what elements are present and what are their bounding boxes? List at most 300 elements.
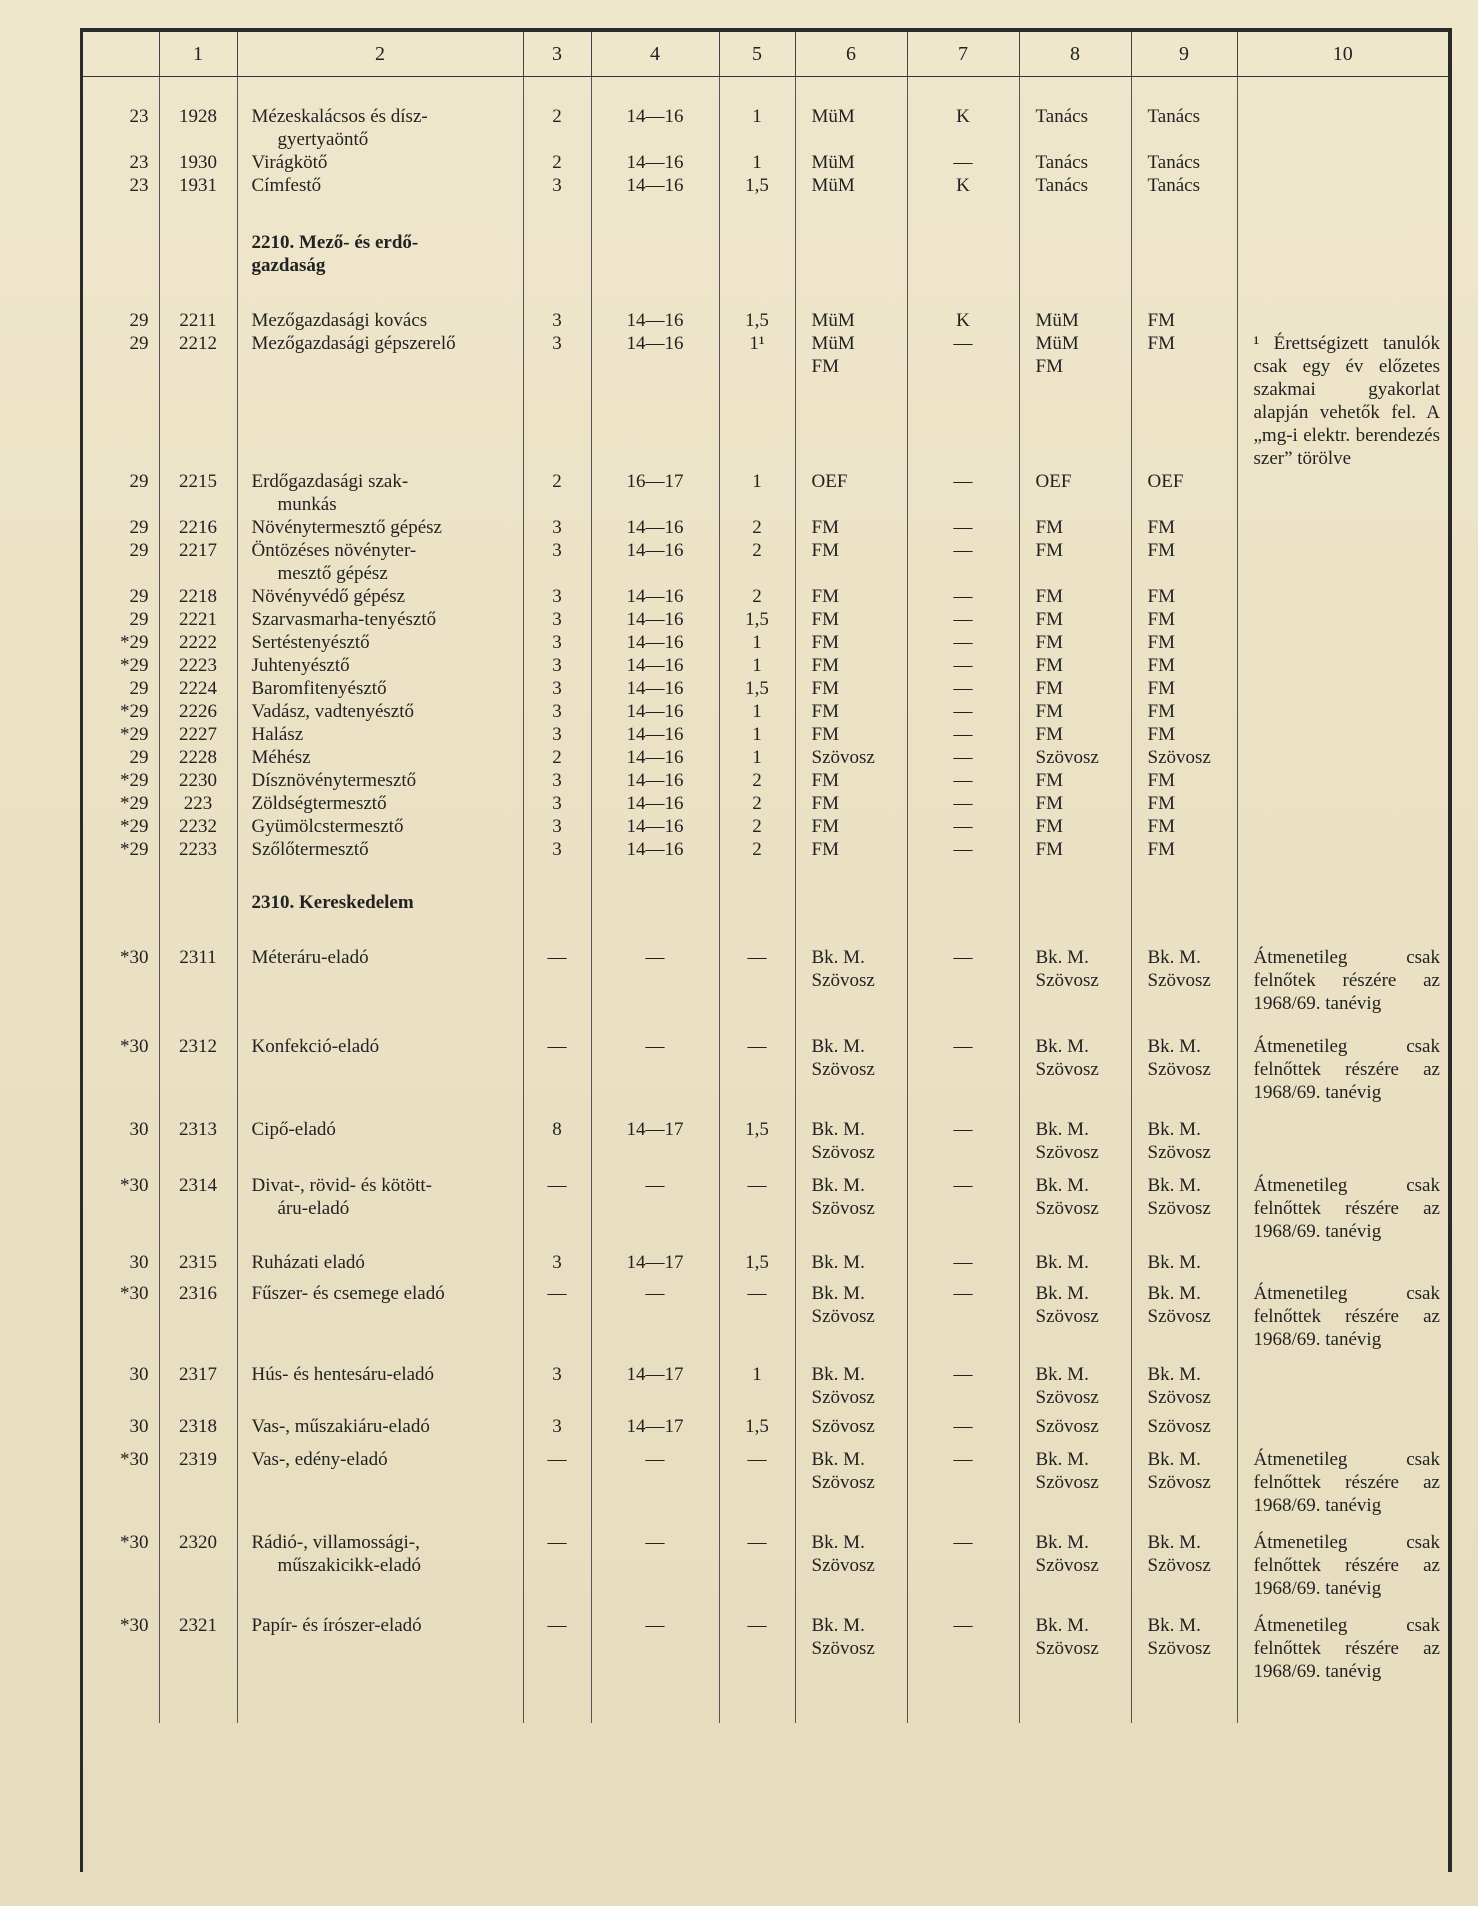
cell-col9 bbox=[1131, 608, 1237, 631]
cell-code: 2311 bbox=[159, 928, 237, 1015]
cell-col5: 1,5 bbox=[719, 1104, 795, 1164]
cell-note: Átmenetileg csak felnőttek részére az 1968/69. tanévig bbox=[1237, 1517, 1448, 1600]
table-body bbox=[83, 77, 1448, 1724]
cell-col9-line: Szövosz bbox=[1147, 1555, 1211, 1576]
cell-col8-line: FM bbox=[1035, 609, 1063, 630]
name-line: Vadász, vadtenyésztő bbox=[251, 701, 414, 722]
cell-name bbox=[237, 151, 523, 174]
cell-col8-line: Bk. M. bbox=[1035, 1364, 1089, 1385]
name-line-cont: mesztő gépész bbox=[277, 563, 388, 584]
cell-ministry bbox=[795, 470, 907, 516]
cell-name bbox=[237, 174, 523, 197]
table-row bbox=[83, 815, 1448, 838]
cell-col5: 1,5 bbox=[719, 1243, 795, 1274]
cell-col9 bbox=[1131, 174, 1237, 197]
header-cell: 10 bbox=[1237, 32, 1448, 77]
section-title-line: 2310. Kereskedelem bbox=[251, 892, 414, 913]
name-line: Szarvasmarha-tenyésztő bbox=[251, 609, 437, 630]
cell-code: 2227 bbox=[159, 723, 237, 746]
cell-ministry-line: FM bbox=[811, 724, 839, 745]
cell-col9-line: FM bbox=[1147, 678, 1175, 699]
header-cell: 3 bbox=[523, 32, 591, 77]
cell-col7: K bbox=[907, 174, 1019, 197]
cell-ministry bbox=[795, 151, 907, 174]
cell-col8-line: FM bbox=[1035, 517, 1063, 538]
cell-col5: 1¹ bbox=[719, 332, 795, 470]
cell-group: 23 bbox=[129, 175, 149, 196]
empty-cell bbox=[719, 197, 795, 291]
cell-code: 2228 bbox=[159, 746, 237, 769]
cell-col5: 2 bbox=[719, 516, 795, 539]
cell-col8-line: FM bbox=[1035, 839, 1063, 860]
cell-ministry-line: FM bbox=[811, 609, 839, 630]
cell-group: 29 bbox=[129, 747, 149, 768]
cell-col7: — bbox=[907, 928, 1019, 1015]
cell-age: — bbox=[591, 1274, 719, 1351]
cell-years: 3 bbox=[523, 1409, 591, 1438]
cell-note bbox=[1237, 77, 1448, 152]
cell-col5: 2 bbox=[719, 769, 795, 792]
cell-col5: — bbox=[719, 1517, 795, 1600]
cell-col7: — bbox=[907, 700, 1019, 723]
empty-cell bbox=[907, 197, 1019, 291]
table-row bbox=[83, 769, 1448, 792]
name-line: Növényvédő gépész bbox=[251, 586, 406, 607]
cell-years: 3 bbox=[523, 769, 591, 792]
cell-col8 bbox=[1019, 1164, 1131, 1243]
table-row bbox=[83, 77, 1448, 152]
cell-ministry bbox=[795, 1104, 907, 1164]
cell-ministry-line: FM bbox=[811, 632, 839, 653]
cell-ministry-line: FM bbox=[811, 701, 839, 722]
cell-ministry-line: Szövosz bbox=[811, 1638, 875, 1659]
cell-col8-line: Bk. M. bbox=[1035, 1119, 1089, 1140]
cell-col9 bbox=[1131, 631, 1237, 654]
cell-years: 3 bbox=[523, 677, 591, 700]
cell-col9-line: FM bbox=[1147, 770, 1175, 791]
cell-col8 bbox=[1019, 332, 1131, 470]
empty-cell bbox=[237, 1683, 523, 1723]
cell-ministry bbox=[795, 838, 907, 861]
cell-col7: — bbox=[907, 1104, 1019, 1164]
cell-age: — bbox=[591, 928, 719, 1015]
cell-group: 30 bbox=[129, 1364, 149, 1385]
cell-years: 3 bbox=[523, 1351, 591, 1409]
cell-age: 14—16 bbox=[591, 332, 719, 470]
cell-ministry bbox=[795, 585, 907, 608]
cell-col9 bbox=[1131, 700, 1237, 723]
cell-age: — bbox=[591, 1015, 719, 1104]
name-line: Cipő-eladó bbox=[251, 1119, 336, 1140]
header-cell: 1 bbox=[159, 32, 237, 77]
name-line: Mezőgazdasági gépszerelő bbox=[251, 333, 456, 354]
cell-col9 bbox=[1131, 723, 1237, 746]
cell-col8 bbox=[1019, 608, 1131, 631]
empty-cell bbox=[719, 861, 795, 928]
name-line: Öntözéses növényter- bbox=[251, 540, 417, 561]
table-row bbox=[83, 792, 1448, 815]
table-row bbox=[83, 1600, 1448, 1683]
cell-col5: 1 bbox=[719, 723, 795, 746]
section-title bbox=[237, 861, 523, 928]
cell-col5: 1 bbox=[719, 654, 795, 677]
cell-years: 3 bbox=[523, 631, 591, 654]
cell-col9 bbox=[1131, 1164, 1237, 1243]
cell-ministry-line: FM bbox=[811, 678, 839, 699]
cell-code: 2313 bbox=[159, 1104, 237, 1164]
cell-col5: — bbox=[719, 1600, 795, 1683]
cell-col9 bbox=[1131, 769, 1237, 792]
cell-group: *30 bbox=[120, 1532, 149, 1553]
table-row bbox=[83, 1438, 1448, 1517]
cell-group: *30 bbox=[120, 1449, 149, 1470]
cell-ministry-line: FM bbox=[811, 540, 839, 561]
cell-col9-line: FM bbox=[1147, 310, 1175, 331]
cell-col9-line: Bk. M. bbox=[1147, 1364, 1201, 1385]
cell-col9-line: Bk. M. bbox=[1147, 1615, 1201, 1636]
cell-col9 bbox=[1131, 332, 1237, 470]
name-line: Vas-, műszakiáru-eladó bbox=[251, 1416, 430, 1437]
cell-ministry bbox=[795, 792, 907, 815]
table-row bbox=[83, 1243, 1448, 1274]
cell-col5: — bbox=[719, 1438, 795, 1517]
cell-age: 14—16 bbox=[591, 631, 719, 654]
cell-col9-line: FM bbox=[1147, 655, 1175, 676]
cell-col7: — bbox=[907, 1164, 1019, 1243]
name-line: Konfekció-eladó bbox=[251, 1036, 380, 1057]
cell-name bbox=[237, 838, 523, 861]
cell-col7: — bbox=[907, 1517, 1019, 1600]
table-row bbox=[83, 1274, 1448, 1351]
cell-col9 bbox=[1131, 539, 1237, 585]
cell-years: — bbox=[523, 928, 591, 1015]
cell-name bbox=[237, 1274, 523, 1351]
name-line-cont: munkás bbox=[277, 494, 337, 515]
cell-col5: 1,5 bbox=[719, 608, 795, 631]
cell-age: 14—16 bbox=[591, 792, 719, 815]
cell-ministry-line: FM bbox=[811, 793, 839, 814]
cell-ministry-line: FM bbox=[811, 655, 839, 676]
cell-col7: — bbox=[907, 631, 1019, 654]
header-cell: 7 bbox=[907, 32, 1019, 77]
cell-age: 14—16 bbox=[591, 654, 719, 677]
cell-col8 bbox=[1019, 677, 1131, 700]
empty-cell bbox=[795, 1683, 907, 1723]
cell-age: 14—16 bbox=[591, 815, 719, 838]
cell-col9 bbox=[1131, 792, 1237, 815]
cell-group: *30 bbox=[120, 1615, 149, 1636]
name-line: Virágkötő bbox=[251, 152, 328, 173]
cell-name bbox=[237, 539, 523, 585]
empty-cell bbox=[795, 197, 907, 291]
cell-ministry bbox=[795, 1351, 907, 1409]
name-line: Rádió-, villamossági-, bbox=[251, 1532, 420, 1553]
cell-col8-line: Tanács bbox=[1035, 152, 1088, 173]
cell-age: — bbox=[591, 1517, 719, 1600]
cell-group: *29 bbox=[120, 839, 149, 860]
empty-cell bbox=[719, 1683, 795, 1723]
table-row bbox=[83, 1351, 1448, 1409]
cell-ministry bbox=[795, 77, 907, 152]
table-row bbox=[83, 1409, 1448, 1438]
cell-ministry-line: Bk. M. bbox=[811, 1615, 865, 1636]
cell-code: 2318 bbox=[159, 1409, 237, 1438]
name-line-cont: műszakicikk-eladó bbox=[277, 1555, 422, 1576]
cell-years: 3 bbox=[523, 1243, 591, 1274]
cell-col8-line: Szövosz bbox=[1035, 1142, 1099, 1163]
cell-col9-line: Tanács bbox=[1147, 175, 1200, 196]
cell-col8-line: Szövosz bbox=[1035, 970, 1099, 991]
cell-ministry bbox=[795, 1015, 907, 1104]
cell-name bbox=[237, 1409, 523, 1438]
cell-age: 14—16 bbox=[591, 769, 719, 792]
cell-col9 bbox=[1131, 1409, 1237, 1438]
name-line: Erdőgazdasági szak- bbox=[251, 471, 409, 492]
cell-name bbox=[237, 1104, 523, 1164]
cell-note bbox=[1237, 585, 1448, 608]
cell-name bbox=[237, 1243, 523, 1274]
header-cell bbox=[83, 32, 159, 77]
cell-name bbox=[237, 516, 523, 539]
occupation-table bbox=[80, 28, 1452, 1872]
cell-col8-line: Bk. M. bbox=[1035, 1532, 1089, 1553]
cell-col9-line: Szövosz bbox=[1147, 1472, 1211, 1493]
empty-cell bbox=[523, 861, 591, 928]
cell-col8 bbox=[1019, 1409, 1131, 1438]
cell-col8-line: FM bbox=[1035, 701, 1063, 722]
table-row bbox=[83, 470, 1448, 516]
cell-ministry-line: MüM bbox=[811, 175, 855, 196]
cell-ministry bbox=[795, 1164, 907, 1243]
empty-cell bbox=[1237, 861, 1448, 928]
cell-group: 29 bbox=[129, 678, 149, 699]
empty-cell bbox=[523, 197, 591, 291]
empty-cell bbox=[907, 861, 1019, 928]
cell-col5: 1,5 bbox=[719, 174, 795, 197]
cell-code: 2317 bbox=[159, 1351, 237, 1409]
cell-col9-line: Szövosz bbox=[1147, 1416, 1211, 1437]
cell-years: 3 bbox=[523, 608, 591, 631]
cell-col9-line: Szövosz bbox=[1147, 1638, 1211, 1659]
cell-col8 bbox=[1019, 77, 1131, 152]
cell-col8 bbox=[1019, 1517, 1131, 1600]
cell-group: *30 bbox=[120, 947, 149, 968]
cell-col8-line: Bk. M. bbox=[1035, 1252, 1089, 1273]
cell-note: Átmenetileg csak felnőttek részére az 1968/69. tanévig bbox=[1237, 1600, 1448, 1683]
cell-group: *29 bbox=[120, 816, 149, 837]
cell-group: *30 bbox=[120, 1036, 149, 1057]
cell-col9-line: Tanács bbox=[1147, 152, 1200, 173]
cell-years: 2 bbox=[523, 151, 591, 174]
cell-years: — bbox=[523, 1015, 591, 1104]
cell-note bbox=[1237, 516, 1448, 539]
cell-col8 bbox=[1019, 470, 1131, 516]
cell-note: ¹ Érettségizett tanulók csak egy év előzetes szakmai gyakorlat alapján vehetők fel. A „mg-i elektr. berendezés szer” törölve bbox=[1237, 332, 1448, 470]
cell-col7: — bbox=[907, 723, 1019, 746]
cell-years: 3 bbox=[523, 838, 591, 861]
cell-col9 bbox=[1131, 654, 1237, 677]
cell-col8 bbox=[1019, 1015, 1131, 1104]
name-line: Szőlőtermesztő bbox=[251, 839, 369, 860]
cell-note bbox=[1237, 1104, 1448, 1164]
cell-col8 bbox=[1019, 631, 1131, 654]
cell-col8-line: MüM bbox=[1035, 333, 1079, 354]
cell-group: *29 bbox=[120, 724, 149, 745]
cell-code: 2233 bbox=[159, 838, 237, 861]
cell-col9 bbox=[1131, 1274, 1237, 1351]
cell-col8 bbox=[1019, 928, 1131, 1015]
cell-col7: — bbox=[907, 470, 1019, 516]
cell-ministry-line: FM bbox=[811, 586, 839, 607]
cell-col9-line: Tanács bbox=[1147, 106, 1200, 127]
cell-col8-line: OEF bbox=[1035, 471, 1072, 492]
table-row bbox=[83, 928, 1448, 1015]
cell-ministry-line: Szövosz bbox=[811, 747, 875, 768]
name-line: Dísznövénytermesztő bbox=[251, 770, 417, 791]
cell-ministry bbox=[795, 539, 907, 585]
cell-age: 14—17 bbox=[591, 1104, 719, 1164]
cell-col5: — bbox=[719, 1015, 795, 1104]
cell-note bbox=[1237, 539, 1448, 585]
table-row bbox=[83, 608, 1448, 631]
cell-note bbox=[1237, 654, 1448, 677]
cell-col9-line: Szövosz bbox=[1147, 1142, 1211, 1163]
cell-code: 1928 bbox=[159, 77, 237, 152]
cell-col8 bbox=[1019, 815, 1131, 838]
cell-col8-line: Szövosz bbox=[1035, 1416, 1099, 1437]
cell-col9 bbox=[1131, 746, 1237, 769]
cell-ministry-line: Bk. M. bbox=[811, 947, 865, 968]
cell-name bbox=[237, 631, 523, 654]
cell-col9-line: Bk. M. bbox=[1147, 1283, 1201, 1304]
cell-ministry-line: FM bbox=[811, 839, 839, 860]
section-title-line: 2210. Mező- és erdő- bbox=[251, 232, 419, 253]
cell-col9-line: FM bbox=[1147, 540, 1175, 561]
cell-years: 2 bbox=[523, 77, 591, 152]
cell-years: 3 bbox=[523, 291, 591, 332]
cell-ministry-line: Szövosz bbox=[811, 1472, 875, 1493]
cell-ministry bbox=[795, 654, 907, 677]
cell-col8-line: Szövosz bbox=[1035, 1387, 1099, 1408]
cell-col8 bbox=[1019, 539, 1131, 585]
table-row bbox=[83, 1164, 1448, 1243]
cell-ministry bbox=[795, 332, 907, 470]
cell-col5: 1 bbox=[719, 631, 795, 654]
table-row bbox=[83, 677, 1448, 700]
cell-name bbox=[237, 608, 523, 631]
cell-years: — bbox=[523, 1274, 591, 1351]
empty-cell bbox=[907, 1683, 1019, 1723]
cell-col7: — bbox=[907, 1351, 1019, 1409]
empty-cell bbox=[83, 197, 159, 291]
header-cell: 5 bbox=[719, 32, 795, 77]
cell-ministry-line: Bk. M. bbox=[811, 1532, 865, 1553]
cell-col8 bbox=[1019, 1600, 1131, 1683]
name-line: Ruházati eladó bbox=[251, 1252, 365, 1273]
table-row bbox=[83, 151, 1448, 174]
cell-ministry-line: FM bbox=[811, 517, 839, 538]
cell-group: 29 bbox=[129, 609, 149, 630]
cell-years: 3 bbox=[523, 539, 591, 585]
cell-col9-line: Bk. M. bbox=[1147, 947, 1201, 968]
cell-code: 2211 bbox=[159, 291, 237, 332]
name-line: Halász bbox=[251, 724, 304, 745]
section-title-line: gazdaság bbox=[251, 255, 326, 276]
cell-ministry bbox=[795, 1409, 907, 1438]
cell-name bbox=[237, 677, 523, 700]
section-row bbox=[83, 861, 1448, 928]
cell-col9-line: FM bbox=[1147, 724, 1175, 745]
cell-note bbox=[1237, 151, 1448, 174]
cell-col9-line: Bk. M. bbox=[1147, 1119, 1201, 1140]
cell-ministry bbox=[795, 1517, 907, 1600]
cell-code: 2314 bbox=[159, 1164, 237, 1243]
cell-code: 223 bbox=[159, 792, 237, 815]
cell-col5: 2 bbox=[719, 539, 795, 585]
header-cell: 2 bbox=[237, 32, 523, 77]
cell-col8 bbox=[1019, 723, 1131, 746]
cell-ministry bbox=[795, 608, 907, 631]
cell-note bbox=[1237, 769, 1448, 792]
cell-col9-line: FM bbox=[1147, 816, 1175, 837]
name-line: Papír- és írószer-eladó bbox=[251, 1615, 422, 1636]
cell-years: 8 bbox=[523, 1104, 591, 1164]
cell-name bbox=[237, 77, 523, 152]
cell-ministry bbox=[795, 1243, 907, 1274]
name-line-cont: áru-eladó bbox=[277, 1198, 350, 1219]
cell-ministry-line: MüM bbox=[811, 333, 855, 354]
cell-group: 23 bbox=[129, 106, 149, 127]
cell-years: 3 bbox=[523, 700, 591, 723]
cell-age: 14—16 bbox=[591, 539, 719, 585]
cell-col7: K bbox=[907, 291, 1019, 332]
cell-ministry-line: Szövosz bbox=[811, 1059, 875, 1080]
table-row bbox=[83, 332, 1448, 470]
cell-name bbox=[237, 1517, 523, 1600]
cell-col5: 1 bbox=[719, 746, 795, 769]
cell-group: 29 bbox=[129, 471, 149, 492]
cell-years: 2 bbox=[523, 470, 591, 516]
cell-note bbox=[1237, 838, 1448, 861]
cell-age: 14—16 bbox=[591, 174, 719, 197]
cell-code: 2230 bbox=[159, 769, 237, 792]
cell-code: 2221 bbox=[159, 608, 237, 631]
cell-years: 3 bbox=[523, 516, 591, 539]
cell-ministry-line: Szövosz bbox=[811, 1198, 875, 1219]
cell-col7: — bbox=[907, 151, 1019, 174]
cell-col8-line: FM bbox=[1035, 356, 1063, 377]
cell-ministry-line: Bk. M. bbox=[811, 1252, 865, 1273]
cell-code: 2232 bbox=[159, 815, 237, 838]
cell-col8-line: Bk. M. bbox=[1035, 947, 1089, 968]
cell-ministry-line: Bk. M. bbox=[811, 1364, 865, 1385]
cell-name bbox=[237, 1015, 523, 1104]
cell-ministry-line: Szövosz bbox=[811, 1306, 875, 1327]
cell-col7: — bbox=[907, 1409, 1019, 1438]
cell-col9-line: Bk. M. bbox=[1147, 1036, 1201, 1057]
cell-years: 2 bbox=[523, 746, 591, 769]
cell-col8-line: FM bbox=[1035, 655, 1063, 676]
cell-col9-line: FM bbox=[1147, 632, 1175, 653]
cell-col7: — bbox=[907, 585, 1019, 608]
cell-col9-line: Bk. M. bbox=[1147, 1252, 1201, 1273]
cell-col8-line: Szövosz bbox=[1035, 1306, 1099, 1327]
cell-years: — bbox=[523, 1600, 591, 1683]
empty-cell bbox=[1131, 1683, 1237, 1723]
cell-ministry bbox=[795, 700, 907, 723]
cell-col7: — bbox=[907, 815, 1019, 838]
cell-ministry bbox=[795, 174, 907, 197]
